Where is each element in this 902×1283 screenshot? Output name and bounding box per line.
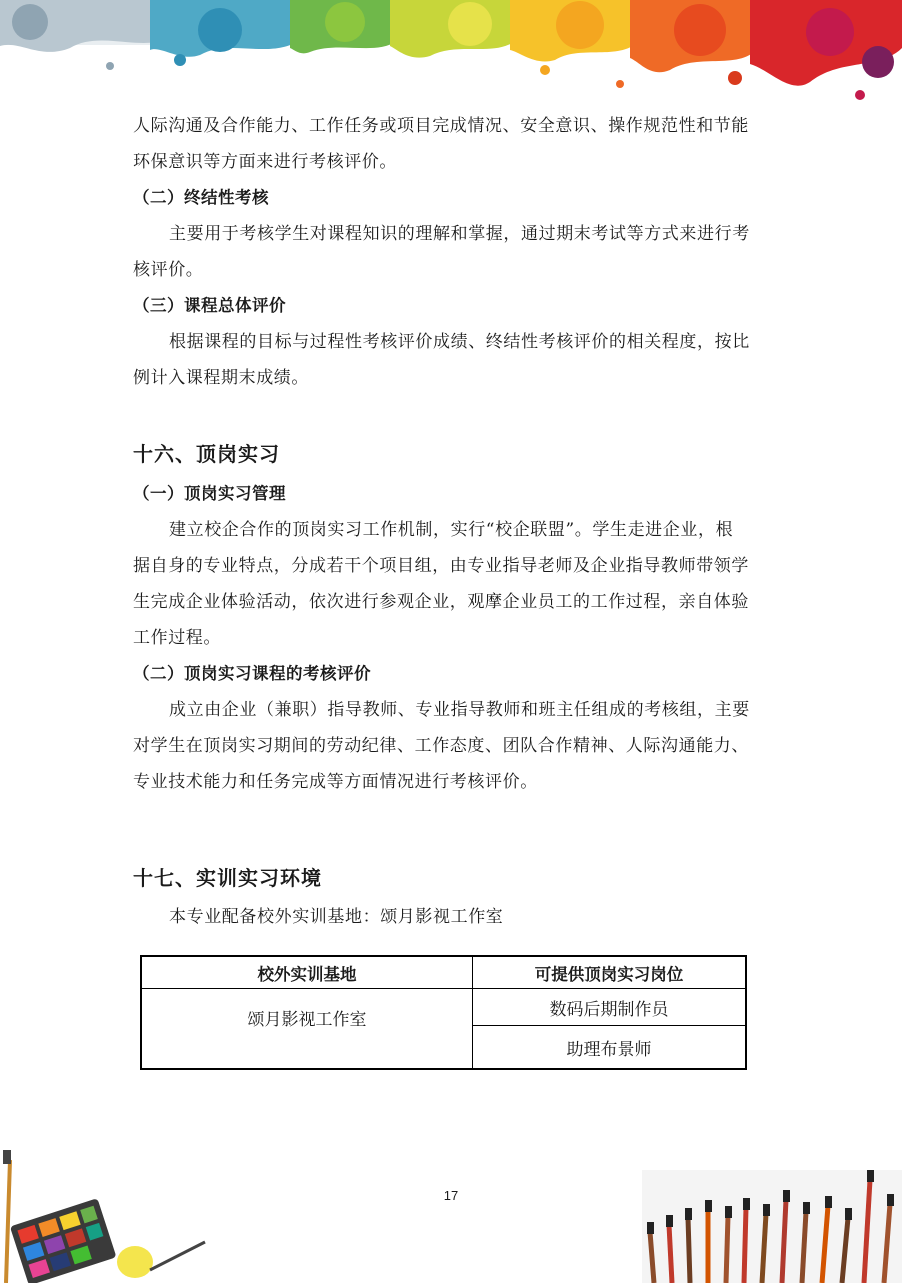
paragraph-line: 根据课程的目标与过程性考核评价成绩、终结性考核评价的相关程度，按比: [169, 332, 750, 352]
table-row: [141, 989, 746, 1026]
paint-splash-decoration: [0, 0, 902, 110]
paragraph-line: 成立由企业（兼职）指导教师、专业指导教师和班主任组成的考核组，主要: [169, 700, 750, 720]
subheading-overall-evaluation: （三）课程总体评价: [133, 296, 286, 315]
paragraph-line: 据自身的专业特点，分成若干个项目组，由专业指导老师及企业指导教师带领学: [133, 556, 749, 576]
table-cell-base-name: 颂月影视工作室: [141, 989, 473, 1070]
paragraph-line: 人际沟通及合作能力、工作任务或项目完成情况、安全意识、操作规范性和节能: [133, 116, 749, 136]
page-number: 17: [443, 1188, 459, 1203]
table-header-base: 校外实训基地: [141, 956, 473, 989]
section-heading-internship: 十六、顶岗实习: [133, 442, 280, 466]
table-header-row: [141, 956, 746, 989]
paragraph-line: 核评价。: [133, 260, 204, 280]
paragraph-line: 生完成企业体验活动，依次进行参观企业，观摩企业员工的工作过程，亲自体验: [133, 592, 749, 612]
table-header-positions: 可提供顶岗实习岗位: [473, 956, 747, 989]
paragraph-line: 对学生在顶岗实习期间的劳动纪律、工作态度、团队合作精神、人际沟通能力、: [133, 736, 749, 756]
subheading-internship-assessment: （二）顶岗实习课程的考核评价: [133, 664, 371, 683]
subheading-internship-management: （一）顶岗实习管理: [133, 484, 286, 503]
section-16-body: [133, 476, 769, 800]
paint-palette-icon: [0, 1150, 220, 1283]
paragraph-line: 环保意识等方面来进行考核评价。: [133, 152, 397, 172]
training-base-intro: 本专业配备校外实训基地：颂月影视工作室: [169, 907, 504, 927]
table-cell-position: 数码后期制作员: [473, 989, 747, 1026]
subheading-summative-assessment: （二）终结性考核: [133, 188, 269, 207]
section-heading-training-environment: 十七、实训实习环境: [133, 866, 322, 890]
paragraph-line: 主要用于考核学生对课程知识的理解和掌握，通过期末考试等方式来进行考: [169, 224, 750, 244]
paint-splash-banner: [0, 0, 902, 110]
training-base-table: [140, 955, 747, 1070]
paragraph-line: 工作过程。: [133, 628, 221, 648]
paragraph-line: 建立校企合作的顶岗实习工作机制，实行“校企联盟”。学生走进企业，根: [169, 520, 734, 540]
paragraph-line: 例计入课程期末成绩。: [133, 368, 309, 388]
table-cell-position: 助理布景师: [473, 1026, 747, 1070]
paint-brushes-icon: [642, 1170, 902, 1283]
document-body: [133, 108, 769, 396]
paragraph-line: 专业技术能力和任务完成等方面情况进行考核评价。: [133, 772, 538, 792]
